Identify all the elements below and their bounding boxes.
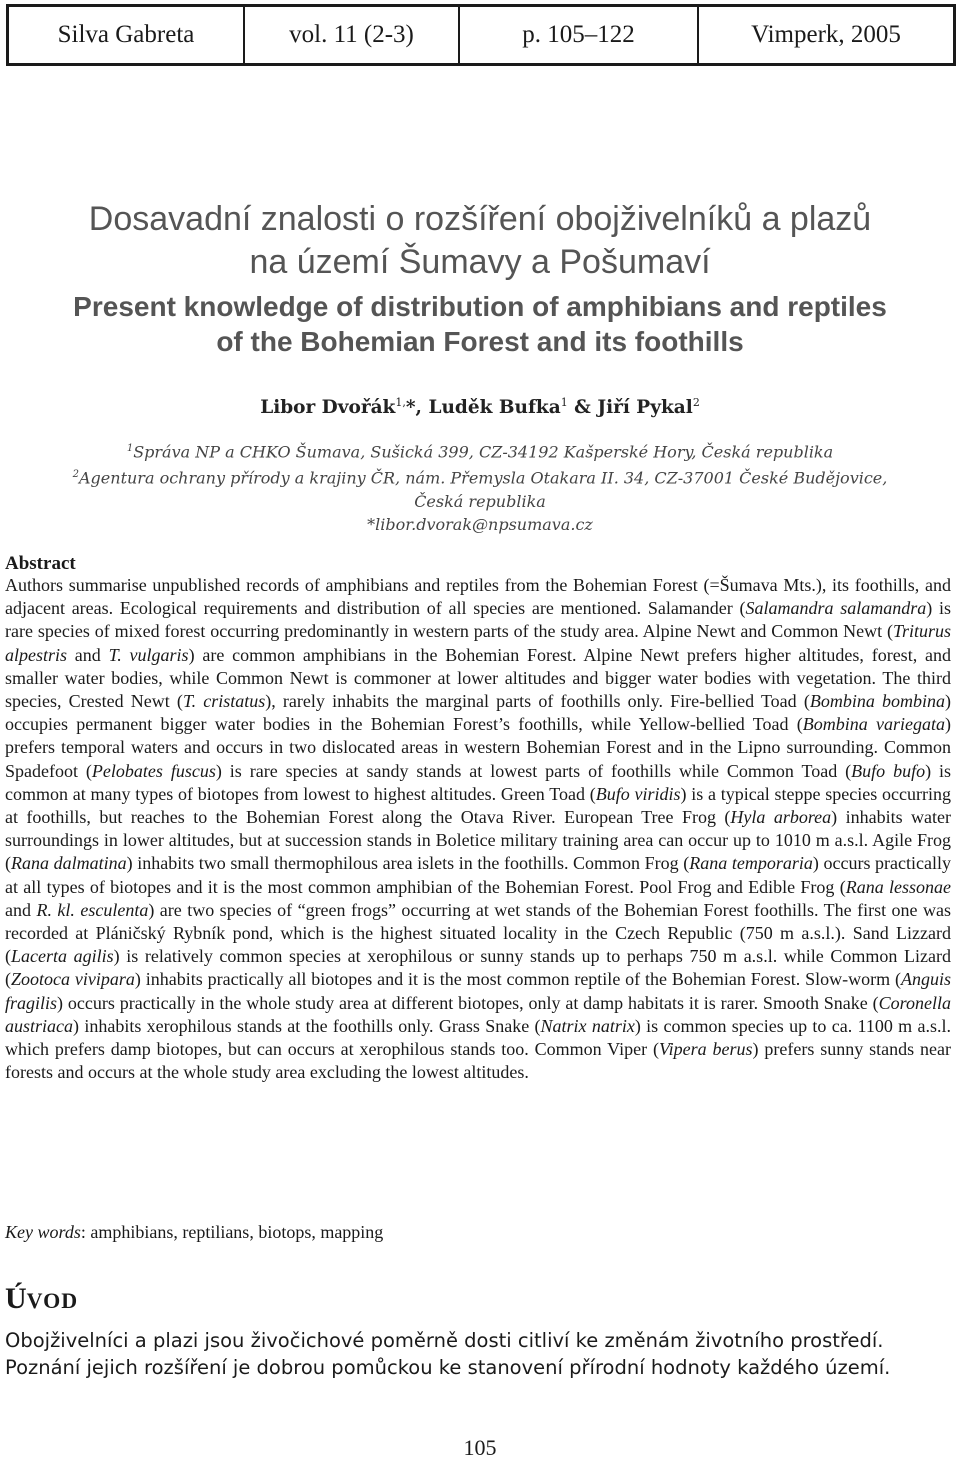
species-name: Bufo bufo bbox=[851, 760, 926, 781]
species-name: Natrix natrix bbox=[540, 1015, 635, 1036]
section-heading-rest: VOD bbox=[26, 1288, 79, 1313]
affiliation-2-country: Česká republika bbox=[414, 491, 546, 511]
species-name: Rana dalmatina bbox=[11, 853, 127, 874]
affiliation-2 bbox=[0, 463, 960, 489]
abstract-text: ) occurs practically at all types of biotopes and it is the most common amphibian of the Bohemian Forest. Pool Frog and Edible Frog ( bbox=[5, 853, 952, 897]
abstract-paragraph bbox=[5, 574, 951, 1084]
abstract-text: ) is rare species of mixed forest occurring predominantly in western parts of the study area. Alpine Newt and Common Newt ( bbox=[5, 598, 951, 642]
abstract-text: ) inhabits two small thermophilous area islets in the foothills. Common Frog ( bbox=[126, 853, 690, 874]
abstract-text: ) prefers temporal waters and occurs in two dislocated areas in western Bohemian Forest and in the Lipno surrounding. Common Spadefoot ( bbox=[5, 714, 951, 781]
species-name: R. kl. esculenta bbox=[36, 899, 149, 920]
abstract-text: ) occupies permanent bigger water bodies in the Bohemian Forest’s foothills, while Yellow-bellied Toad ( bbox=[5, 691, 951, 735]
species-name: Salamandra salamandra bbox=[745, 598, 927, 619]
author-list bbox=[0, 396, 960, 418]
abstract-text: ), rarely inhabits the marginal parts of foothills only. Fire-bellied Toad ( bbox=[265, 691, 810, 712]
author-1-affil: 1, bbox=[395, 396, 406, 409]
author-3-affil: 2 bbox=[692, 396, 700, 409]
species-name: T. vulgaris bbox=[108, 644, 189, 665]
species-name: Vipera berus bbox=[658, 1039, 753, 1060]
species-name: Zootoca vivipara bbox=[11, 969, 135, 990]
journal-name: Silva Gabreta bbox=[9, 7, 245, 63]
abstract-text: ) are two species of “green frogs” occurring at wet stands of the Bohemian Forest foothills. The first one was recorded at Pláničský Rybník pond, which is the highest situated locality in the Czech Republic (750 m a.s.l.). Sand Lizzard ( bbox=[5, 899, 951, 967]
title-english-line2: of the Bohemian Forest and its foothills bbox=[216, 326, 744, 357]
title-czech-line2: na území Šumavy a Pošumaví bbox=[249, 243, 711, 281]
abstract-text: and bbox=[67, 644, 109, 665]
author-1-corresponding-mark: *, bbox=[405, 397, 429, 419]
corresponding-email: *libor.dvorak@npsumava.cz bbox=[367, 514, 593, 534]
author-1: Libor Dvořák bbox=[260, 397, 396, 419]
abstract-text: ) is rare species at sandy stands at lowest parts of foothills while Common Toad ( bbox=[215, 760, 852, 781]
title-english bbox=[0, 289, 960, 359]
journal-volume: vol. 11 (2-3) bbox=[245, 7, 460, 63]
species-name: Pelobates fuscus bbox=[91, 760, 216, 781]
abstract-text: ) inhabits water surroundings in lower altitudes, but at succession stands in Boletice military training area can occur up to 1010 m a.s.l. Agile Frog ( bbox=[5, 807, 951, 874]
abstract-text: ) prefers sunny stands near forests and occurs at the whole study area excluding the lowest altitudes. bbox=[5, 1039, 952, 1083]
species-name: T. cristatus bbox=[182, 691, 266, 712]
abstract-text: and bbox=[5, 899, 37, 920]
title-czech bbox=[0, 198, 960, 284]
keywords-list: : amphibians, reptilians, biotops, mapping bbox=[80, 1222, 384, 1242]
section-heading-initial: Ú bbox=[5, 1282, 27, 1315]
abstract-text: ) is relatively common species at xerophilous or sunny stands up to perhaps 750 m a.s.l. while Common Lizard ( bbox=[5, 946, 951, 990]
author-separator: & bbox=[567, 397, 598, 419]
species-name: Anguis fragilis bbox=[5, 969, 951, 1013]
abstract-body bbox=[5, 574, 951, 1084]
title-english-line1: Present knowledge of distribution of amphibians and reptiles bbox=[73, 291, 887, 322]
species-name: Lacerta agilis bbox=[11, 946, 114, 967]
keywords-label: Key words bbox=[5, 1222, 81, 1242]
author-3: Jiří Pykal bbox=[597, 397, 693, 419]
species-name: Bombina variegata bbox=[802, 714, 945, 735]
affiliation-1-mark: 1 bbox=[126, 443, 134, 454]
page-number: 105 bbox=[463, 1435, 497, 1460]
abstract-text: ) inhabits xerophilous stands at the foothills only. Grass Snake ( bbox=[73, 1015, 541, 1036]
affiliation-2-text: Agentura ochrany přírody a krajiny ČR, nám. Přemysla Otakara II. 34, CZ-37001 České Budějovice, bbox=[79, 468, 888, 488]
abstract-text: ) is common at many types of biotopes from lowest to highest altitudes. Green Toad ( bbox=[5, 760, 952, 804]
abstract-heading: Abstract bbox=[5, 553, 76, 574]
keywords bbox=[5, 1222, 383, 1243]
intro-line-2: Poznání jejich rozšíření je dobrou pomůckou ke stanovení přírodní hodnoty každého území. bbox=[5, 1356, 891, 1379]
abstract-text: ) is common species up to ca. 1100 m a.s.l. which prefers damp biotopes, but can occurs at xerophilous stands too. Common Viper ( bbox=[5, 1015, 951, 1060]
affiliation-1 bbox=[0, 437, 960, 463]
abstract-text: ) are common amphibians in the Bohemian Forest. Alpine Newt prefers higher altitudes, forest, and smaller water bodies, while Common Newt is commoner at lower altitudes and bigger water bodies with vegetation. The third species, Crested Newt ( bbox=[5, 644, 951, 712]
species-name: Rana temporaria bbox=[689, 853, 813, 874]
species-name: Triturus alpestris bbox=[5, 621, 951, 665]
species-name: Bombina bombina bbox=[809, 691, 945, 712]
species-name: Hyla arborea bbox=[730, 807, 832, 828]
title-czech-line1: Dosavadní znalosti o rozšíření obojživelníků a plazů bbox=[88, 200, 872, 238]
species-name: Bufo viridis bbox=[595, 783, 681, 804]
journal-pages: p. 105–122 bbox=[460, 7, 699, 63]
abstract-text: ) inhabits practically all biotopes and it is the most common reptile of the Bohemian Forest. Slow-worm ( bbox=[134, 969, 901, 990]
affiliation-2-mark: 2 bbox=[72, 469, 79, 481]
journal-place-year: Vimperk, 2005 bbox=[751, 21, 901, 48]
abstract-text: ) is a typical steppe species occurring at foothills, but reaches to the Bohemian Forest along the Otava River. European Tree Frog ( bbox=[5, 783, 952, 828]
affiliation-1-text: Správa NP a CHKO Šumava, Sušická 399, CZ-34192 Kašperské Hory, Česká republika bbox=[133, 442, 834, 462]
intro-line-1: Obojživelníci a plazi jsou živočichové poměrně dosti citliví ke změnám životního prostředí. bbox=[5, 1329, 884, 1352]
species-name: Rana lessonae bbox=[845, 876, 952, 897]
journal-header bbox=[6, 4, 956, 66]
abstract-text: Authors summarise unpublished records of amphibians and reptiles from the Bohemian Forest (=Šumava Mts.), its foothills, and adjacent areas. Ecological requirements and distribution of all species are mentioned. Salamander ( bbox=[5, 575, 951, 619]
intro-paragraph bbox=[5, 1327, 960, 1381]
abstract-text: ) occurs practically in the whole study area at different biotopes, only at damp habitats it is rarer. Smooth Snake ( bbox=[57, 992, 879, 1013]
author-2: Luděk Bufka bbox=[428, 397, 561, 419]
author-2-affil: 1 bbox=[560, 396, 568, 409]
species-name: Coronella austriaca bbox=[5, 992, 951, 1036]
affiliations bbox=[0, 437, 960, 536]
section-heading-uvod bbox=[5, 1282, 78, 1316]
